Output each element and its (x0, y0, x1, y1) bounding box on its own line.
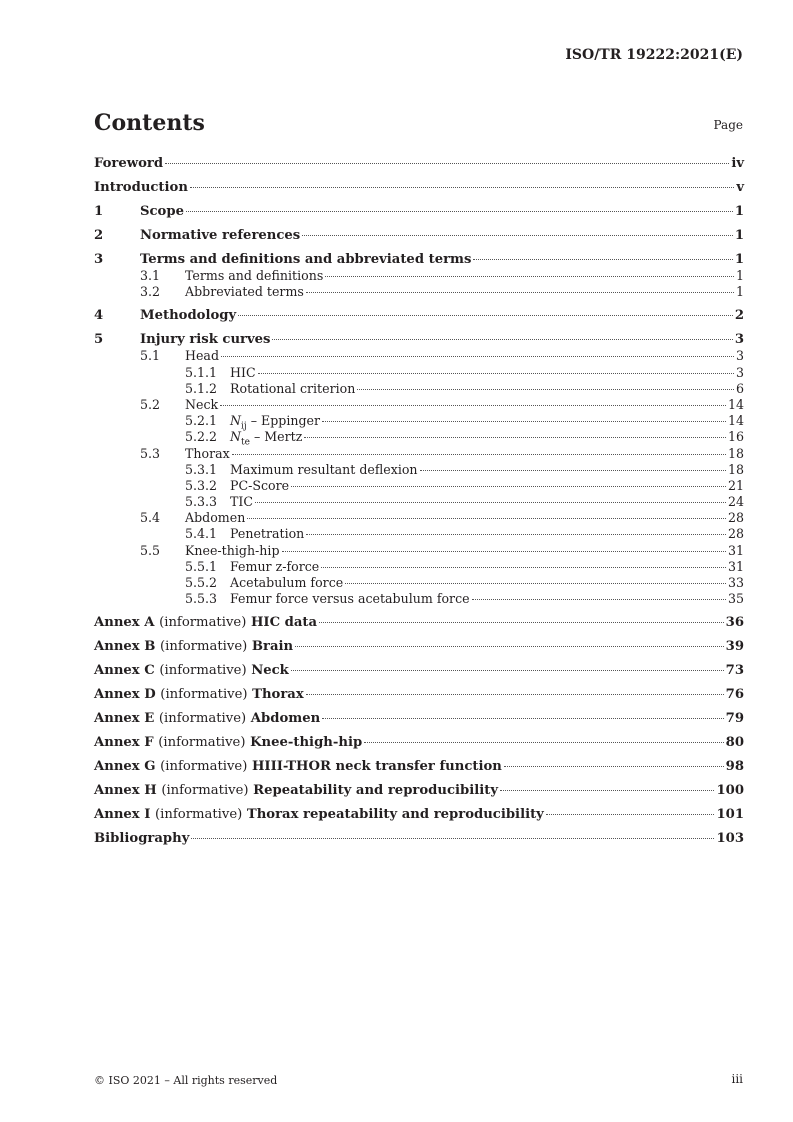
annex-type: (informative) (155, 807, 243, 823)
toc-entry-3-2[interactable] (94, 284, 744, 300)
toc-entry-label: Neck (185, 396, 219, 412)
toc-entry-5-3[interactable] (94, 446, 744, 462)
toc-entry-label: Maximum resultant deflexion (230, 461, 418, 477)
toc-entry-label: Femur force versus acetabulum force (230, 591, 470, 607)
toc-entry-5-1-2[interactable] (94, 381, 744, 397)
toc-entry-5-2-1[interactable] (94, 413, 744, 432)
dot-leader (238, 315, 733, 316)
toc-entry-label: PC-Score (230, 477, 290, 493)
annex-id: Annex A (94, 615, 155, 631)
toc-entry-5-3-1[interactable] (94, 462, 744, 478)
toc-entry-5-5-1[interactable] (94, 559, 744, 575)
toc-entry-annex-g[interactable] (94, 759, 744, 775)
toc-entry-label: Abdomen (250, 711, 321, 727)
dot-leader (321, 567, 726, 568)
toc-entry-page: 6 (735, 380, 744, 396)
toc-entry-number: 2 (94, 228, 104, 243)
symbol: N (230, 429, 242, 445)
toc-entry-number: 4 (94, 308, 104, 324)
toc-entry-page: 18 (727, 461, 744, 477)
toc-entry-annex-b[interactable] (94, 639, 744, 655)
dot-leader (220, 405, 726, 406)
dot-leader (500, 790, 714, 791)
toc-entry-annex-d[interactable] (94, 687, 744, 703)
dot-leader (420, 470, 726, 471)
symbol: N (230, 413, 242, 429)
toc-entry-label: Femur z-force (230, 558, 320, 574)
annex-id: Annex F (94, 735, 154, 751)
annex-type: (informative) (159, 615, 247, 631)
toc-entry-page: 1 (734, 204, 744, 219)
toc-entry-label: Abdomen (185, 510, 246, 526)
toc-entry-label: Acetabulum force (230, 575, 344, 590)
symbol-subscript: ij (241, 421, 247, 432)
toc-entry-label: Thorax (252, 687, 304, 703)
toc-entry-number: 1 (94, 204, 104, 219)
toc-entry-label: Thorax repeatability and reproducibility (246, 807, 544, 823)
dot-leader (306, 534, 726, 535)
document-id: ISO/TR 19222:2021(E) (565, 47, 743, 63)
toc-entry-number: 5.2.1 (185, 413, 218, 429)
dot-leader (322, 718, 723, 719)
toc-entry-number: 5.3.3 (185, 494, 218, 510)
dot-leader (258, 373, 734, 374)
toc-entry-page: 1 (734, 228, 744, 243)
toc-entry-label: Terms and definitions and abbreviated terms (140, 252, 472, 267)
toc-entry-page: 16 (727, 429, 744, 445)
toc-entry-number: 5.3 (140, 445, 161, 461)
dot-leader (282, 551, 726, 552)
toc-entry-3-1[interactable] (94, 268, 744, 284)
toc-entry-page: 76 (725, 687, 744, 703)
toc-entry-page: 3 (735, 348, 744, 364)
dot-leader (546, 814, 715, 815)
toc-entry-5-5-2[interactable] (94, 575, 744, 591)
toc-entry-page: 36 (725, 615, 744, 631)
toc-entry-number: 5.5.1 (185, 558, 218, 574)
toc-entry-5-1-1[interactable] (94, 365, 744, 381)
toc-entry-page: 1 (734, 252, 744, 267)
dot-leader (473, 259, 732, 260)
dot-leader (165, 163, 729, 164)
annex-id: Annex I (94, 807, 151, 823)
toc-entry-label: Neck (251, 663, 289, 679)
dot-leader (504, 766, 724, 767)
dot-leader (364, 742, 723, 743)
toc-entry-label: Knee-thigh-hip (250, 735, 363, 751)
toc-entry-page: iv (731, 156, 744, 171)
toc-entry-number: 5.1.2 (185, 380, 218, 396)
toc-entry-number: 5.3.2 (185, 477, 218, 493)
toc-entry-label: Rotational criterion (230, 380, 356, 396)
toc-entry-annex-c[interactable] (94, 663, 744, 679)
toc-entry-annex-h[interactable] (94, 783, 744, 799)
toc-entry-annex-i[interactable] (94, 807, 744, 823)
dot-leader (295, 646, 724, 647)
toc-entry-number: 5.3.1 (185, 461, 218, 477)
dot-leader (306, 694, 724, 695)
toc-entry-label: Foreword (94, 156, 164, 171)
toc-entry-label: Repeatability and reproducibility (253, 783, 499, 799)
toc-entry-introduction[interactable] (94, 180, 744, 196)
toc-entry-number: 3 (94, 252, 104, 267)
annex-id: Annex G (94, 759, 156, 775)
toc-entry-injury-risk-curves[interactable] (94, 332, 744, 348)
toc-entry-page: 3 (735, 364, 744, 380)
toc-entry-number: 5.4 (140, 510, 161, 526)
toc-entry-label: Bibliography (94, 831, 190, 847)
toc-entry-annex-f[interactable] (94, 735, 744, 751)
toc-entry-label: HIII-THOR neck transfer function (251, 759, 502, 775)
dot-leader (232, 454, 726, 455)
annex-type: (informative) (160, 639, 248, 655)
toc-entry-number: 5.4.1 (185, 526, 218, 542)
label-text: – Eppinger (246, 413, 320, 429)
toc-entry-label: Injury risk curves (140, 332, 271, 348)
toc-entry-page: 18 (727, 445, 744, 461)
dot-leader (272, 339, 732, 340)
dot-leader (247, 518, 726, 519)
toc-entry-5-4-1[interactable] (94, 526, 744, 542)
toc-entry-number: 5.2 (140, 396, 161, 412)
dot-leader (291, 486, 726, 487)
toc-entry-label: Scope (140, 204, 184, 219)
dot-leader (221, 356, 734, 357)
toc-entry-page: 31 (727, 558, 744, 574)
toc-entry-label: HIC data (250, 615, 318, 631)
toc-entry-page: 1 (735, 284, 744, 300)
annex-type: (informative) (159, 663, 247, 679)
toc-entry-page: 35 (727, 591, 744, 607)
toc-entry-number: 5.5.3 (185, 591, 218, 607)
dot-leader (291, 670, 724, 671)
toc-entry-label: HIC (230, 364, 256, 380)
toc-entry-label: Brain (251, 639, 294, 655)
annex-type: (informative) (160, 759, 248, 775)
toc-entry-number: 5.5.2 (185, 575, 218, 590)
annex-type: (informative) (160, 687, 248, 703)
toc-entry-page: 3 (734, 332, 744, 348)
table-of-contents (94, 152, 744, 847)
annex-type: (informative) (158, 735, 246, 751)
toc-entry-page: 14 (727, 396, 744, 412)
toc-entry-page: 100 (716, 783, 744, 799)
toc-entry-page: 79 (725, 711, 744, 727)
toc-entry-page: 21 (727, 477, 744, 493)
dot-leader (302, 235, 733, 236)
dot-leader (255, 502, 726, 503)
toc-entry-page: 98 (725, 759, 744, 775)
toc-entry-bibliography[interactable] (94, 831, 744, 847)
toc-entry-number: 3.1 (140, 268, 161, 283)
toc-entry-5-3-3[interactable] (94, 494, 744, 510)
toc-entry-page: 14 (727, 413, 744, 429)
toc-entry-page: 28 (727, 526, 744, 542)
toc-entry-page: 73 (725, 663, 744, 679)
dot-leader (186, 211, 733, 212)
page-column-label: Page (713, 118, 743, 132)
toc-entry-page: 39 (725, 639, 744, 655)
toc-entry-label: Terms and definitions (185, 268, 324, 283)
page-number: iii (731, 1072, 743, 1086)
toc-entry-page: 101 (716, 807, 744, 823)
annex-id: Annex E (94, 711, 155, 727)
dot-leader (325, 276, 734, 277)
dot-leader (191, 838, 714, 839)
annex-id: Annex B (94, 639, 156, 655)
toc-entry-number: 5.2.2 (185, 429, 218, 445)
dot-leader (304, 437, 726, 438)
annex-id: Annex D (94, 687, 156, 703)
toc-entry-5-5-3[interactable] (94, 591, 744, 607)
toc-entry-methodology[interactable] (94, 308, 744, 324)
toc-entry-5-4[interactable] (94, 510, 744, 526)
toc-entry-page: 28 (727, 510, 744, 526)
toc-entry-5-3-2[interactable] (94, 478, 744, 494)
toc-entry-page: v (736, 180, 744, 195)
annex-type: (informative) (161, 783, 249, 799)
toc-entry-label: Knee-thigh-hip (185, 542, 280, 558)
toc-entry-page: 33 (727, 575, 744, 590)
toc-entry-5-5[interactable] (94, 543, 744, 559)
toc-entry-page: 31 (727, 542, 744, 558)
toc-entry-label: Head (185, 348, 220, 364)
toc-entry-number: 5.1 (140, 348, 161, 364)
toc-entry-page: 80 (725, 735, 744, 751)
contents-heading: Contents (94, 110, 205, 136)
dot-leader (319, 622, 724, 623)
toc-entry-number: 5 (94, 332, 104, 348)
toc-entry-page: 103 (716, 831, 744, 847)
toc-entry-label: TIC (230, 494, 254, 510)
toc-entry-label: Thorax (185, 445, 230, 461)
toc-entry-normative-references[interactable] (94, 228, 744, 244)
toc-entry-annex-e[interactable] (94, 711, 744, 727)
toc-entry-label: Normative references (140, 228, 301, 243)
toc-entry-5-1[interactable] (94, 348, 744, 364)
toc-entry-page: 2 (734, 308, 744, 324)
label-text: – Mertz (249, 429, 303, 445)
toc-entry-annex-a[interactable] (94, 615, 744, 631)
toc-entry-5-2[interactable] (94, 397, 744, 413)
toc-entry-number: 5.5 (140, 542, 161, 558)
symbol-subscript: te (241, 437, 250, 448)
toc-entry-number: 5.1.1 (185, 364, 218, 380)
toc-entry-page: 24 (727, 494, 744, 510)
dot-leader (472, 599, 726, 600)
dot-leader (345, 583, 726, 584)
dot-leader (306, 292, 734, 293)
toc-entry-label: Introduction (94, 180, 188, 195)
toc-entry-label: Methodology (140, 308, 237, 324)
copyright-notice: © ISO 2021 – All rights reserved (94, 1074, 278, 1087)
dot-leader (322, 421, 726, 422)
toc-entry-label: Abbreviated terms (185, 284, 304, 300)
annex-type: (informative) (158, 711, 247, 727)
dot-leader (357, 389, 734, 390)
toc-entry-terms-definitions[interactable] (94, 252, 744, 268)
dot-leader (190, 187, 734, 188)
toc-entry-label: Penetration (230, 526, 305, 542)
annex-id: Annex C (94, 663, 155, 679)
toc-entry-foreword[interactable] (94, 156, 744, 172)
annex-id: Annex H (94, 783, 157, 799)
toc-entry-5-2-2[interactable] (94, 429, 744, 448)
toc-entry-scope[interactable] (94, 204, 744, 220)
toc-entry-label (230, 429, 302, 451)
toc-entry-page: 1 (735, 268, 744, 283)
toc-entry-number: 3.2 (140, 284, 161, 300)
